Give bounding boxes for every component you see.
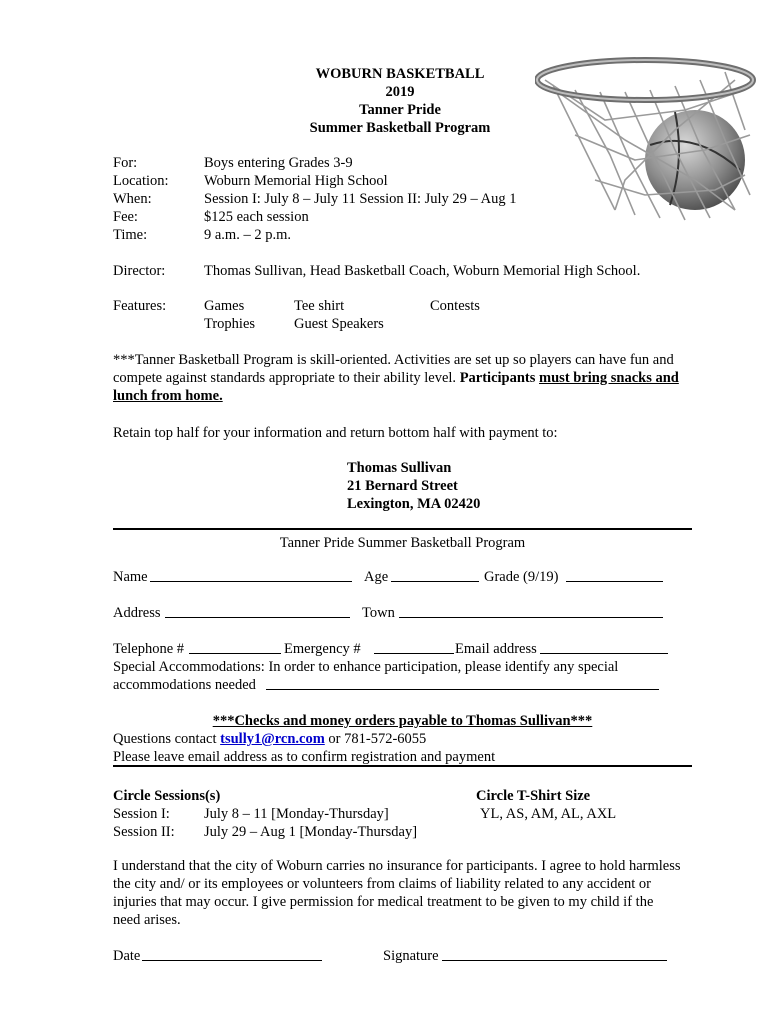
info-value-when: Session I: July 8 – July 11 Session II: July 29 – Aug 1: [204, 191, 517, 207]
info-label-fee: Fee:: [113, 209, 138, 225]
telephone-field[interactable]: [189, 653, 281, 654]
questions-phone: or 781-572-6055: [324, 731, 427, 747]
signature-label: Signature: [383, 948, 439, 964]
date-field[interactable]: [142, 960, 322, 961]
program-notice-bold: Participants: [459, 370, 540, 386]
info-value-time: 9 a.m. – 2 p.m.: [204, 227, 291, 243]
accommodations-label: accommodations needed: [113, 677, 256, 693]
questions-prefix: Questions contact: [113, 731, 217, 747]
feature-item: Tee shirt: [294, 298, 345, 314]
checks-payable-notice: ***Checks and money orders payable to Thomas Sullivan***: [212, 713, 593, 729]
program-notice: [113, 351, 683, 405]
special-accommodations-text: Special Accommodations: In order to enhance participation, please identify any special: [113, 659, 619, 675]
mail-city: Lexington, MA 02420: [347, 496, 481, 512]
name-field[interactable]: [150, 581, 352, 582]
header-year: 2019: [385, 84, 415, 100]
feature-item: Games: [204, 298, 245, 314]
header-program: Summer Basketball Program: [309, 120, 491, 136]
session-option[interactable]: July 29 – Aug 1 [Monday-Thursday]: [204, 824, 418, 840]
feature-item: Trophies: [204, 316, 256, 332]
director-label: Director:: [113, 263, 166, 279]
mail-street: 21 Bernard Street: [347, 478, 458, 494]
email-label: Email address: [455, 641, 537, 657]
session-option[interactable]: July 8 – 11 [Monday-Thursday]: [204, 806, 389, 822]
info-label-when: When:: [113, 191, 152, 207]
feature-item: Contests: [430, 298, 480, 314]
session-label: Session II:: [113, 824, 175, 840]
program-notice-emphasis: must bring snacks and lunch from home.: [113, 370, 679, 404]
accommodations-field[interactable]: [266, 689, 659, 690]
tshirt-sizes[interactable]: YL, AS, AM, AL, AXL: [480, 806, 617, 822]
info-value-for: Boys entering Grades 3-9: [204, 155, 353, 171]
program-notice-text: ***Tanner Basketball Program is skill-oriented. Activities are set up so players can have fun and compete against standards appropriate to their ability level.: [113, 352, 674, 386]
info-value-fee: $125 each session: [204, 209, 309, 225]
address-field[interactable]: [165, 617, 350, 618]
town-field[interactable]: [399, 617, 663, 618]
email-link[interactable]: tsully1@rcn.com: [220, 731, 325, 747]
basketball-hoop-illustration: [535, 50, 760, 225]
section-divider: [113, 765, 692, 767]
cut-divider: [113, 528, 692, 530]
director-value: Thomas Sullivan, Head Basketball Coach, Woburn Memorial High School.: [204, 263, 641, 279]
leave-email-note: Please leave email address as to confirm registration and payment: [113, 749, 496, 765]
address-label: Address: [113, 605, 161, 621]
feature-item: Guest Speakers: [294, 316, 384, 332]
form-title: Tanner Pride Summer Basketball Program: [279, 535, 526, 551]
emergency-label: Emergency #: [284, 641, 361, 657]
questions-line: [113, 730, 426, 748]
session-label: Session I:: [113, 806, 170, 822]
header-title: WOBURN BASKETBALL: [315, 66, 485, 82]
features-label: Features:: [113, 298, 167, 314]
telephone-label: Telephone #: [113, 641, 185, 657]
info-value-location: Woburn Memorial High School: [204, 173, 388, 189]
signature-field[interactable]: [442, 960, 667, 961]
grade-label: Grade (9/19): [484, 569, 559, 585]
name-label: Name: [113, 569, 148, 585]
tshirt-title: Circle T-Shirt Size: [476, 788, 591, 804]
info-label-location: Location:: [113, 173, 169, 189]
age-field[interactable]: [391, 581, 479, 582]
sessions-title: Circle Sessions(s): [113, 788, 221, 804]
age-label: Age: [364, 569, 389, 585]
town-label: Town: [362, 605, 395, 621]
mail-name: Thomas Sullivan: [347, 460, 452, 476]
header-subtitle: Tanner Pride: [359, 102, 441, 118]
date-label: Date: [113, 948, 141, 964]
emergency-field[interactable]: [374, 653, 454, 654]
retain-instructions: Retain top half for your information and return bottom half with payment to:: [113, 425, 558, 441]
email-field[interactable]: [540, 653, 668, 654]
liability-waiver: I understand that the city of Woburn carries no insurance for participants. I agree to hold harmless the city and/ or its employees or volunteers from claims of liability related to any accident or injuries that may occur. I give permission for medical treatment to be given to my child if the need arises.: [113, 858, 681, 928]
info-label-time: Time:: [113, 227, 148, 243]
info-label-for: For:: [113, 155, 138, 171]
grade-field[interactable]: [566, 581, 663, 582]
